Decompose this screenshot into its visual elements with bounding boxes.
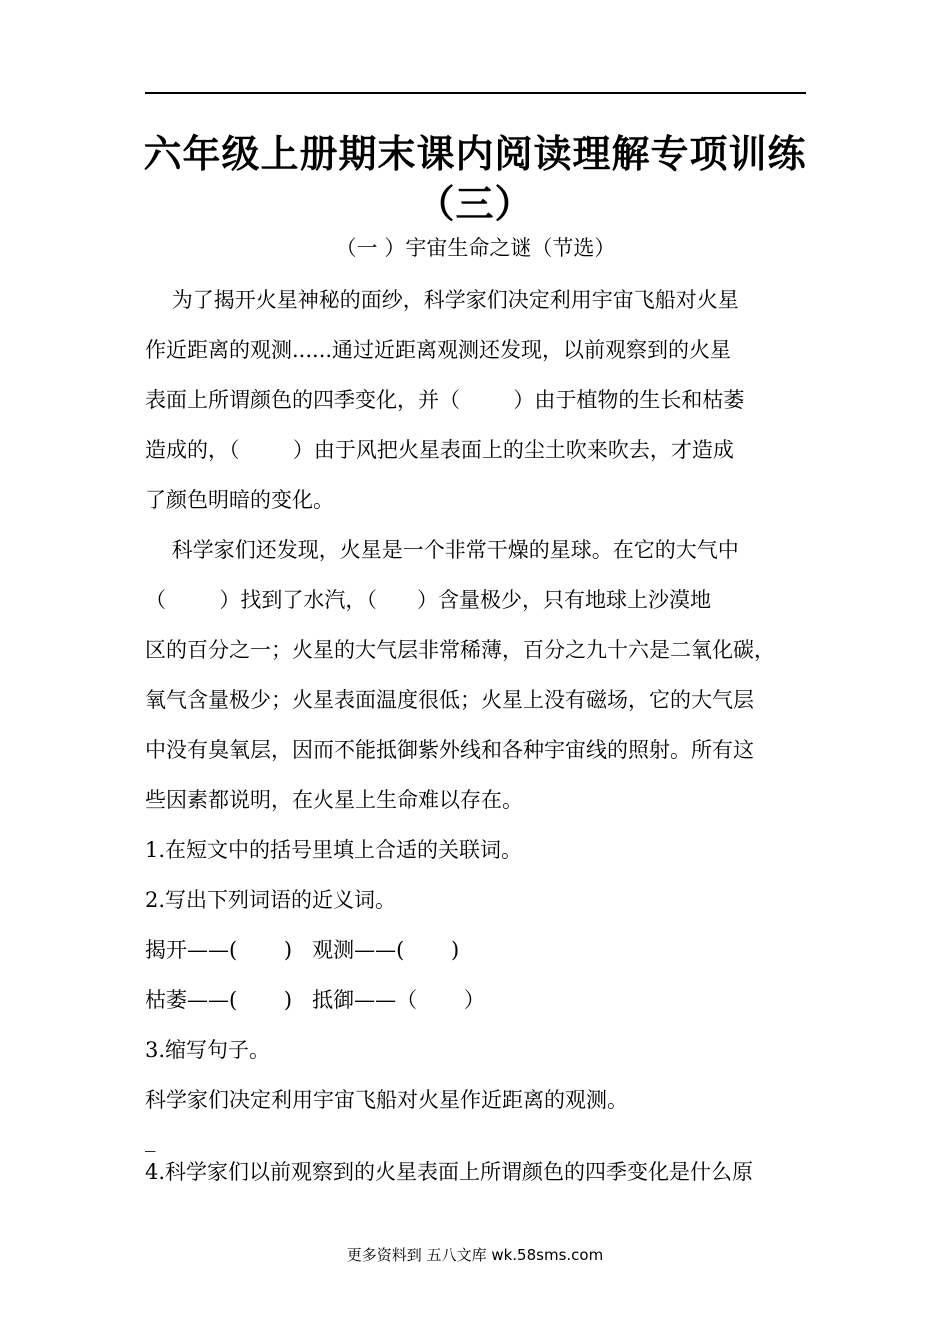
synonym-row-1: 揭开——( ) 观测——( ) xyxy=(145,938,460,962)
passage-line: （ ）找到了水汽，（ ）含量极少，只有地球上沙漠地 xyxy=(145,588,711,612)
passage-line: 了颜色明暗的变化。 xyxy=(145,488,334,512)
synonym-row-2: 枯萎——( ) 抵御——（ ） xyxy=(145,988,485,1012)
answer-blank: _ xyxy=(145,1128,156,1152)
question-1: 1.在短文中的括号里填上合适的关联词。 xyxy=(145,838,523,862)
passage-line: 氧气含量极少；火星表面温度很低；火星上没有磁场，它的大气层 xyxy=(145,688,754,712)
page-title: 六年级上册期末课内阅读理解专项训练 xyxy=(143,131,807,176)
passage-line: 造成的，（ ）由于风把火星表面上的尘土吹来吹去，才造成 xyxy=(145,438,734,462)
passage-line: 区的百分之一；火星的大气层非常稀薄，百分之九十六是二氧化碳， xyxy=(145,638,775,662)
passage-line: 为了揭开火星神秘的面纱，科学家们决定利用宇宙飞船对火星 xyxy=(145,288,739,312)
question-4: 4.科学家们以前观察到的火星表面上所谓颜色的四季变化是什么原 xyxy=(145,1160,754,1184)
passage-line: 表面上所谓颜色的四季变化，并（ ）由于植物的生长和枯萎 xyxy=(145,388,745,412)
passage-line: 中没有臭氧层，因而不能抵御紫外线和各种宇宙线的照射。所有这 xyxy=(145,738,754,762)
footer-note: 更多资料到 五八文库 wk.58sms.com xyxy=(346,1246,604,1264)
question-3-sentence: 科学家们决定利用宇宙飞船对火星作近距离的观测。 xyxy=(145,1088,628,1112)
question-2: 2.写出下列词语的近义词。 xyxy=(145,888,397,912)
header-rule xyxy=(145,92,806,94)
question-3: 3.缩写句子。 xyxy=(145,1038,271,1062)
passage-line: 些因素都说明，在火星上生命难以存在。 xyxy=(145,788,523,812)
passage-line: 科学家们还发现，火星是一个非常干燥的星球。在它的大气中 xyxy=(145,538,739,562)
page-title-number: （三） xyxy=(416,181,534,226)
passage-heading: （一 ）宇宙生命之谜（节选） xyxy=(335,236,616,260)
passage-line: 作近距离的观测......通过近距离观测还发现，以前观察到的火星 xyxy=(145,338,732,362)
